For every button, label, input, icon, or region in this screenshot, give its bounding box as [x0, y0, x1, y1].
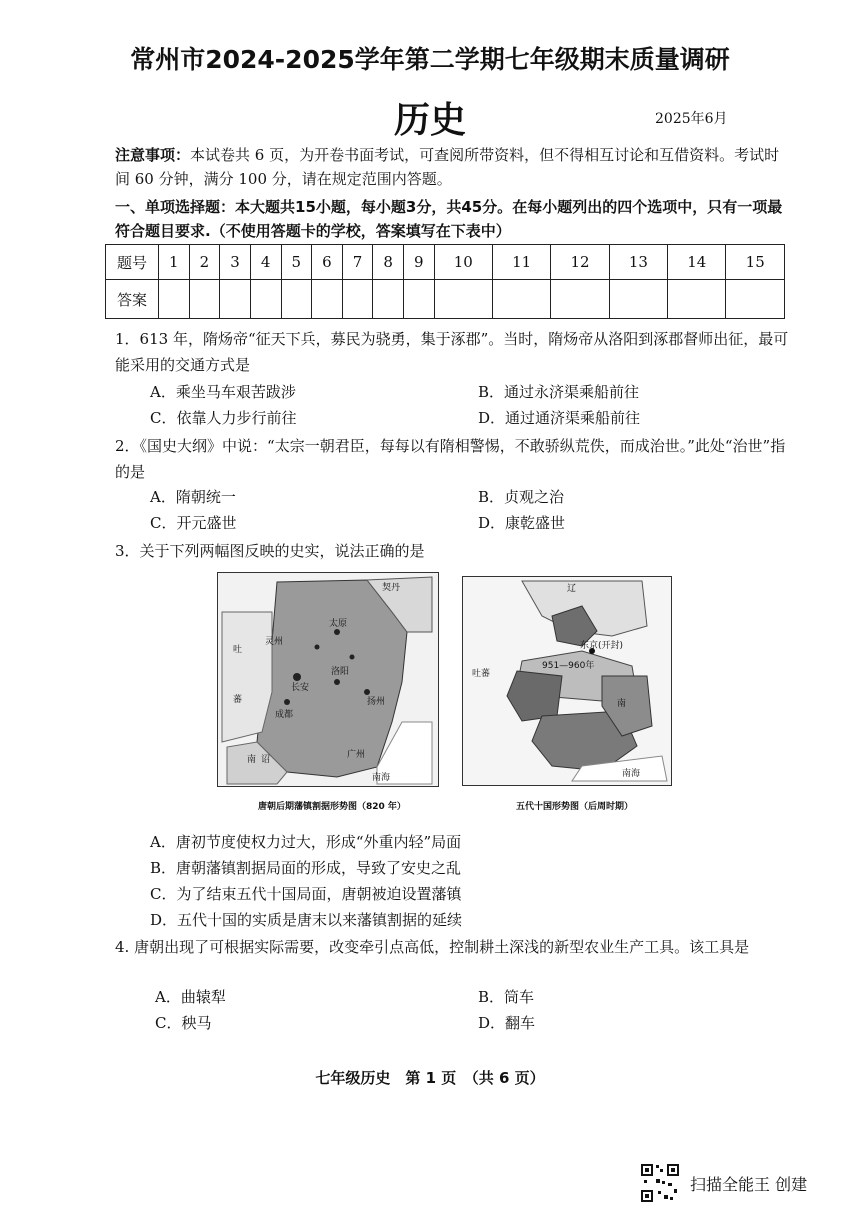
- five-dynasties-map: [462, 576, 672, 786]
- table-cell-num: 15: [726, 245, 785, 280]
- map-label-taiyuan: 太原: [329, 619, 348, 629]
- map-label-nan: 南: [617, 699, 627, 709]
- answer-cell[interactable]: [404, 280, 435, 319]
- right-map-caption: 五代十国形势图（后周时期）: [516, 802, 634, 812]
- answer-cell[interactable]: [726, 280, 785, 319]
- answer-cell[interactable]: [312, 280, 343, 319]
- map-label-khitan: 契丹: [382, 583, 401, 593]
- row-label-number: 题号: [106, 245, 159, 280]
- section1-heading: 一、单项选择题：本大题共15小题，每小题3分，共45分。在每小题列出的四个选项中，只有一项最符合题目要求.（不使用答题卡的学校，答案填写在下表中）: [115, 198, 783, 240]
- table-cell-num: 14: [668, 245, 726, 280]
- answer-cell[interactable]: [159, 280, 190, 319]
- qr-code-icon: [640, 1163, 680, 1203]
- table-cell-num: 5: [281, 245, 312, 280]
- table-cell-num: 11: [492, 245, 550, 280]
- map-label-years: 951—960年: [542, 661, 595, 671]
- question-2-option-a: A．隋朝统一: [150, 488, 236, 506]
- map-label-guangzhou: 广州: [347, 750, 366, 760]
- question-4-option-b: B．筒车: [478, 988, 535, 1006]
- question-4-option-a: A．曲辕犁: [155, 988, 226, 1006]
- map-label-nanhai: 南海: [372, 773, 391, 783]
- question-2-option-c: C．开元盛世: [150, 514, 237, 532]
- map-label-lingzhou: 灵州: [265, 637, 284, 647]
- map-label-yangzhou: 扬州: [367, 697, 386, 707]
- map-label-kaifeng: 东京(开封): [580, 641, 624, 651]
- answer-cell[interactable]: [220, 280, 251, 319]
- notice-text: 本试卷共 6 页，为开卷书面考试，可查阅所带资料，但不得相互讨论和互借资料。考试时间 60 分钟，满分 100 分，请在规定范围内答题。: [115, 146, 780, 188]
- map-label-bo: 蕃: [233, 695, 243, 705]
- answer-cell[interactable]: [342, 280, 373, 319]
- section-heading: [115, 195, 785, 243]
- map-label-nan: 南: [247, 755, 257, 765]
- answer-table-header-row: [106, 245, 785, 280]
- map-label-changan: 长安: [291, 683, 310, 693]
- question-1-option-c: C．依靠人力步行前往: [150, 409, 297, 427]
- question-1-option-d: D．通过通济渠乘船前往: [478, 409, 641, 427]
- answer-cell[interactable]: [551, 280, 609, 319]
- map-label-luoyang: 洛阳: [331, 667, 350, 677]
- table-cell-num: 13: [609, 245, 667, 280]
- answer-table-answer-row: [106, 280, 785, 319]
- answer-cell[interactable]: [373, 280, 404, 319]
- table-cell-num: 3: [220, 245, 251, 280]
- question-4-stem: 4. 唐朝出现了可根据实际需要，改变牵引点高低，控制耕土深浅的新型农业生产工具。该工具是: [115, 938, 750, 956]
- table-cell-num: 1: [159, 245, 190, 280]
- table-cell-num: 2: [189, 245, 220, 280]
- answer-cell[interactable]: [281, 280, 312, 319]
- question-3-option-b: B．唐朝藩镇割据局面的形成，导致了安史之乱: [150, 859, 462, 877]
- answer-cell[interactable]: [250, 280, 281, 319]
- question-3-option-a: A．唐初节度使权力过大，形成“外重内轻”局面: [150, 833, 462, 851]
- table-cell-num: 6: [312, 245, 343, 280]
- map-label-chengdu: 成都: [275, 710, 294, 720]
- answer-cell[interactable]: [434, 280, 492, 319]
- exam-date: 2025年6月: [655, 111, 728, 127]
- exam-title: 常州市2024-2025学年第二学期七年级期末质量调研: [130, 45, 730, 74]
- map-label-liao: 辽: [567, 584, 577, 594]
- answer-cell[interactable]: [189, 280, 220, 319]
- answer-cell[interactable]: [492, 280, 550, 319]
- notice-label: 注意事项：: [115, 146, 191, 164]
- question-1-option-a: A．乘坐马车艰苦跋涉: [150, 383, 296, 401]
- question-4-option-c: C．秧马: [155, 1014, 212, 1032]
- map-label-zhao: 诏: [261, 755, 271, 765]
- left-map-caption: 唐朝后期藩镇割据形势图（820 年）: [258, 802, 406, 812]
- map-label-tu: 吐: [233, 645, 243, 655]
- map-label-nanhai: 南海: [622, 769, 641, 779]
- answer-cell[interactable]: [668, 280, 726, 319]
- table-cell-num: 9: [404, 245, 435, 280]
- question-1-option-b: B．通过永济渠乘船前往: [478, 383, 640, 401]
- subject-title: 历史: [393, 100, 466, 141]
- answer-table: [105, 244, 785, 319]
- page-footer: 七年级历史 第 1 页 （共 6 页）: [315, 1069, 545, 1087]
- question-3-option-c: C．为了结束五代十国局面，唐朝被迫设置藩镇: [150, 885, 462, 903]
- table-cell-num: 12: [551, 245, 609, 280]
- question-2-option-b: B．贞观之治: [478, 488, 565, 506]
- table-cell-num: 4: [250, 245, 281, 280]
- answer-cell[interactable]: [609, 280, 667, 319]
- table-cell-num: 10: [434, 245, 492, 280]
- question-1-stem: 1．613 年，隋炀帝“征天下兵，募民为骁勇，集于涿郡”。当时，隋炀帝从洛阳到涿郡督师出征，最可能采用的交通方式是: [115, 330, 789, 374]
- question-4-option-d: D．翻车: [478, 1014, 536, 1032]
- scanner-watermark: 扫描全能王 创建: [690, 1175, 808, 1194]
- question-3-option-d: D．五代十国的实质是唐末以来藩镇割据的延续: [150, 911, 463, 929]
- map-label-tubo: 吐蕃: [472, 669, 491, 679]
- table-cell-num: 7: [342, 245, 373, 280]
- question-2-option-d: D．康乾盛世: [478, 514, 566, 532]
- notice: [115, 143, 785, 191]
- question-2-stem: 2．《国史大纲》中说：“太宗一朝君臣，每每以有隋相警惕，不敢骄纵荒佚，而成治世。”此处“治世”指的是: [115, 437, 786, 481]
- tang-fanzhen-map: [217, 572, 439, 787]
- question-3-stem: 3．关于下列两幅图反映的史实，说法正确的是: [115, 542, 425, 560]
- row-label-answer: 答案: [106, 280, 159, 319]
- table-cell-num: 8: [373, 245, 404, 280]
